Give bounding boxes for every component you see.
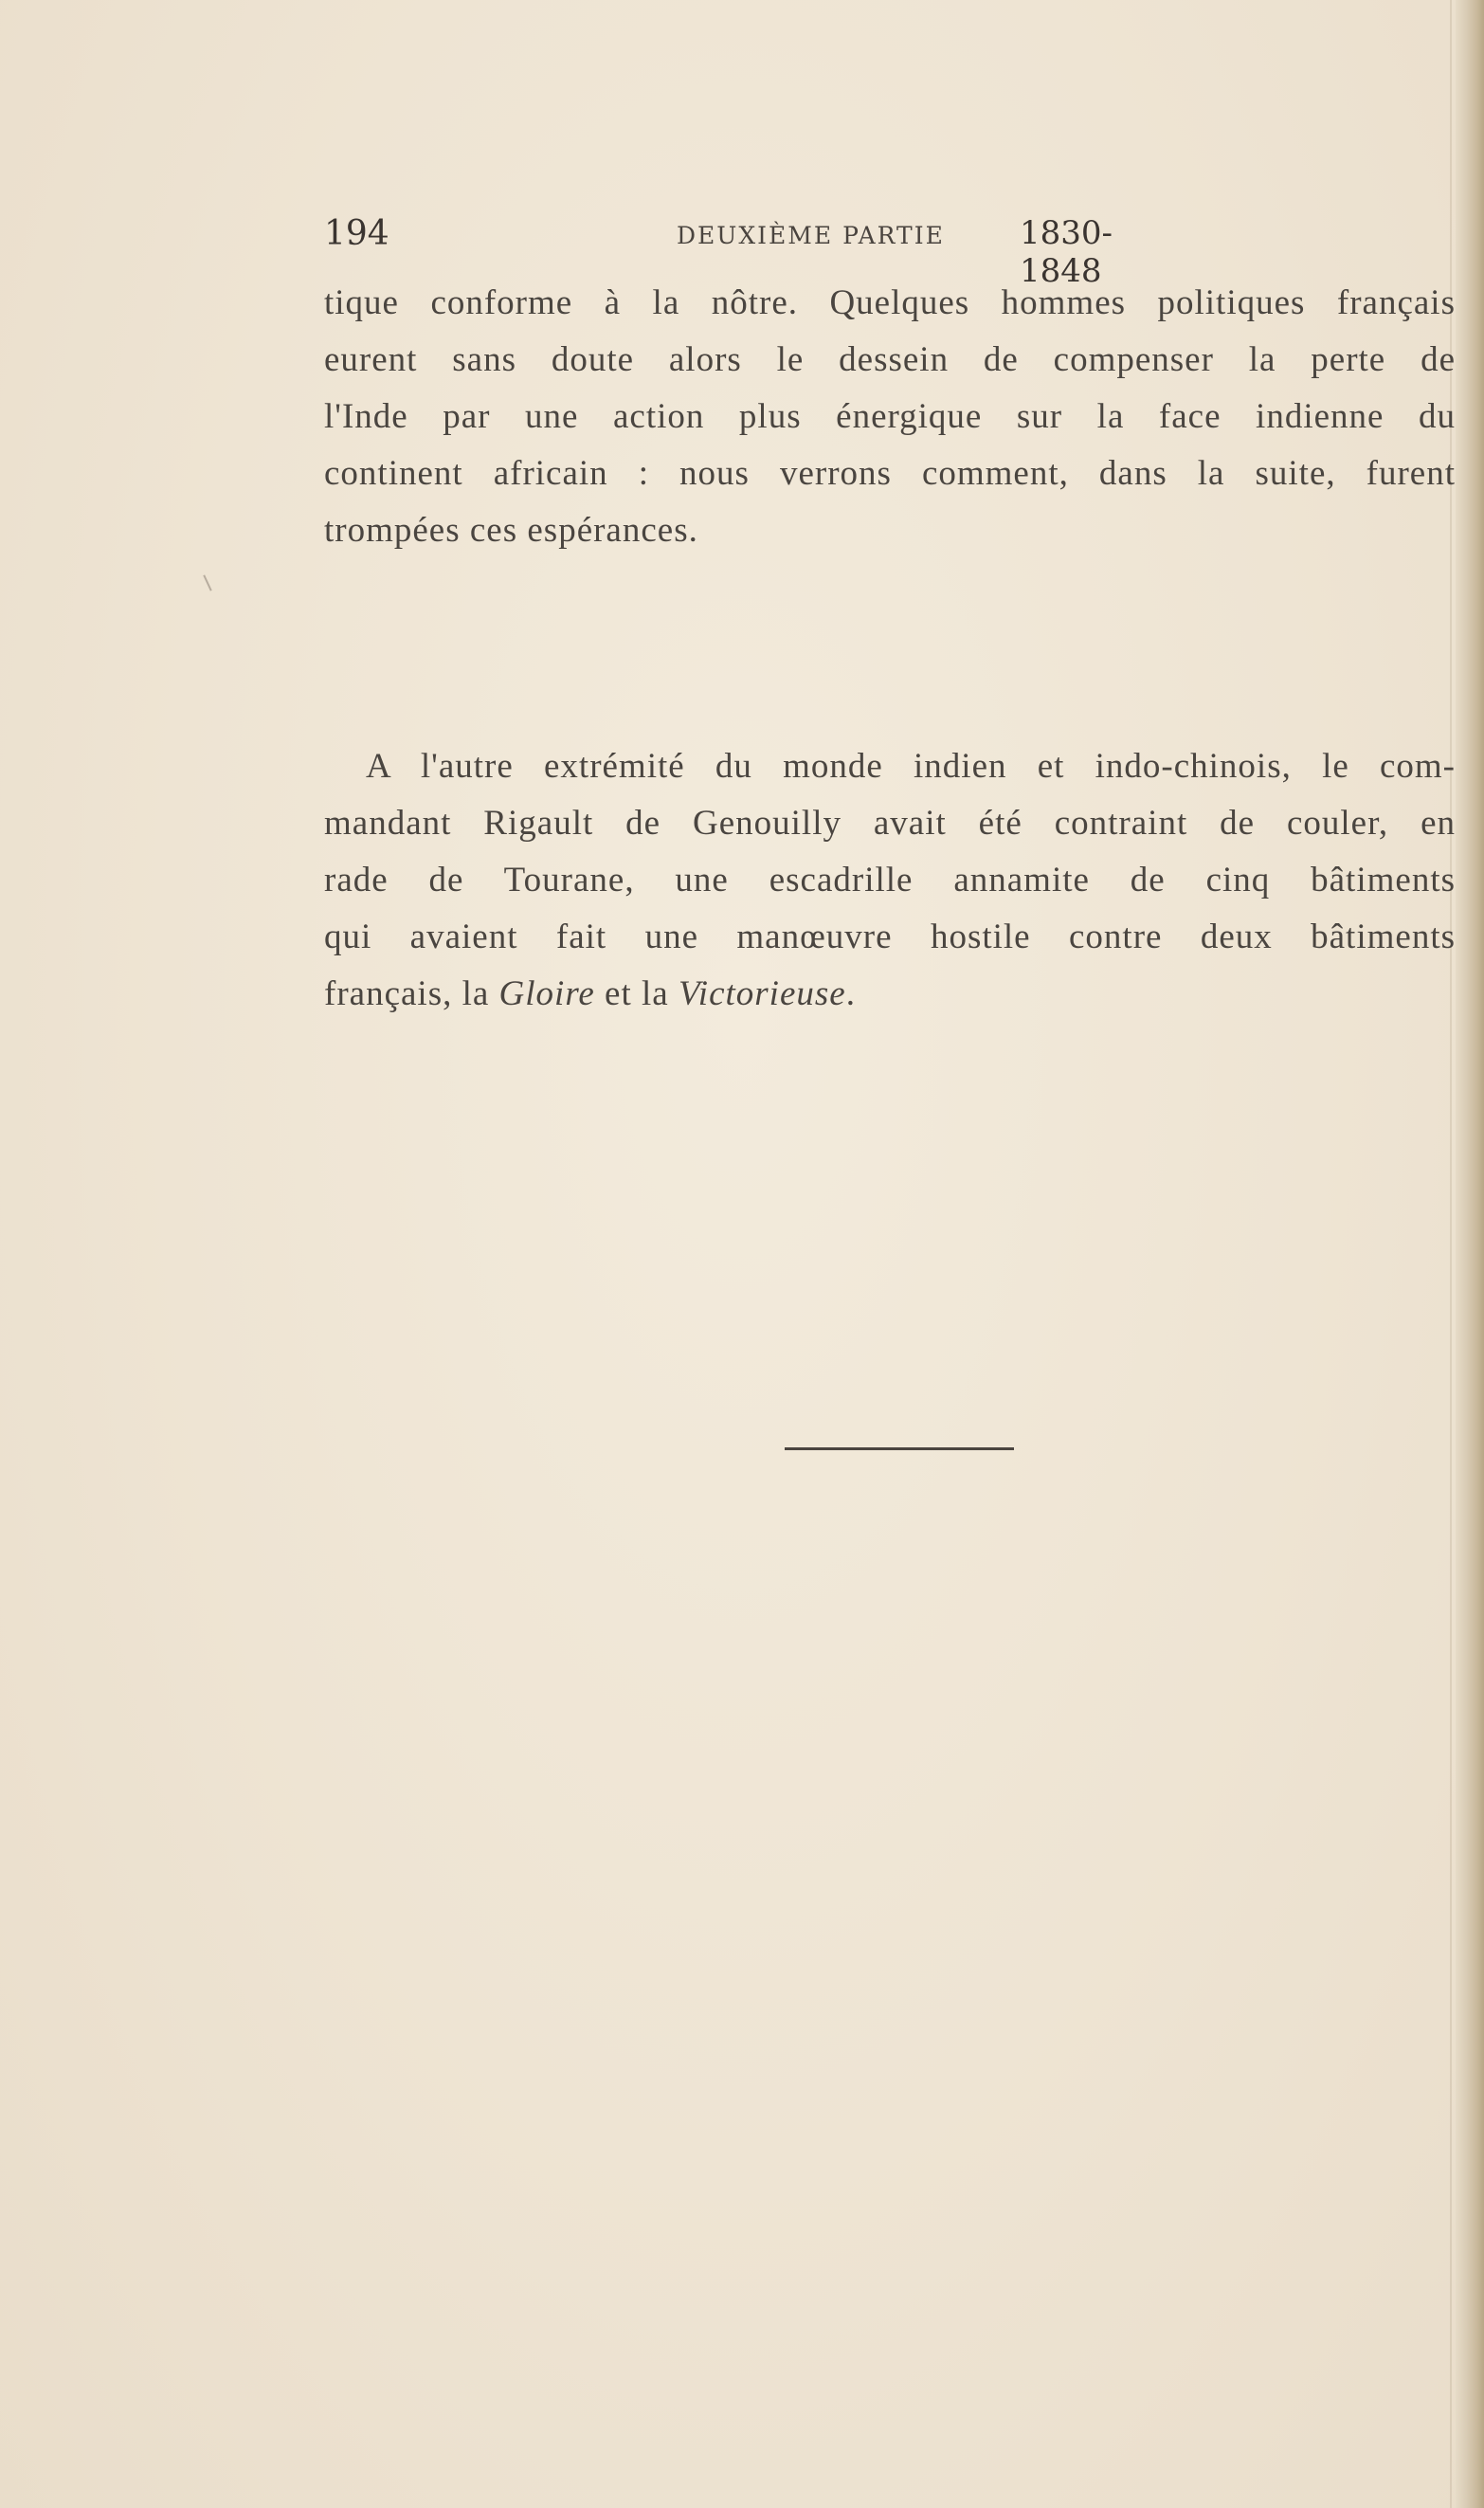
- text-line: continent africain : nous verrons comment, dans la suite, furent: [324, 454, 1456, 493]
- text-line: tique conforme à la nôtre. Quelques hommes politiques français: [324, 283, 1456, 322]
- paragraph-continuation: [324, 275, 1456, 559]
- ship-name-gloire: Gloire: [498, 974, 595, 1013]
- paragraph-tourane: [324, 738, 1456, 1023]
- text-line: A l'autre extrémité du monde indien et indo-chinois, le com-: [366, 747, 1456, 786]
- text-fragment: .: [845, 974, 856, 1013]
- text-line: eurent sans doute alors le dessein de compenser la perte de: [324, 340, 1456, 379]
- running-head-title: DEUXIÈME PARTIE: [677, 222, 945, 249]
- section-end-rule: [785, 1447, 1014, 1450]
- text-line: qui avaient fait une manœuvre hostile contre deux bâtiments: [324, 918, 1456, 956]
- text-line: rade de Tourane, une escadrille annamite de cinq bâtiments: [324, 861, 1456, 900]
- text-fragment: français, la: [324, 974, 499, 1013]
- page-number: 194: [324, 214, 389, 253]
- stray-ink-mark: [203, 574, 211, 591]
- ship-name-victorieuse: Victorieuse: [678, 974, 846, 1013]
- running-header: [324, 214, 1149, 290]
- text-line: mandant Rigault de Genouilly avait été contraint de couler, en: [324, 804, 1456, 843]
- running-head-years: 1830-1848: [1020, 214, 1113, 290]
- text-line-final: [324, 966, 1456, 1023]
- text-line: l'Inde par une action plus énergique sur la face indienne du: [324, 397, 1456, 436]
- text-fragment: et la: [594, 974, 679, 1013]
- text-line: trompées ces espérances.: [324, 511, 698, 550]
- page-edge: [1456, 0, 1484, 2508]
